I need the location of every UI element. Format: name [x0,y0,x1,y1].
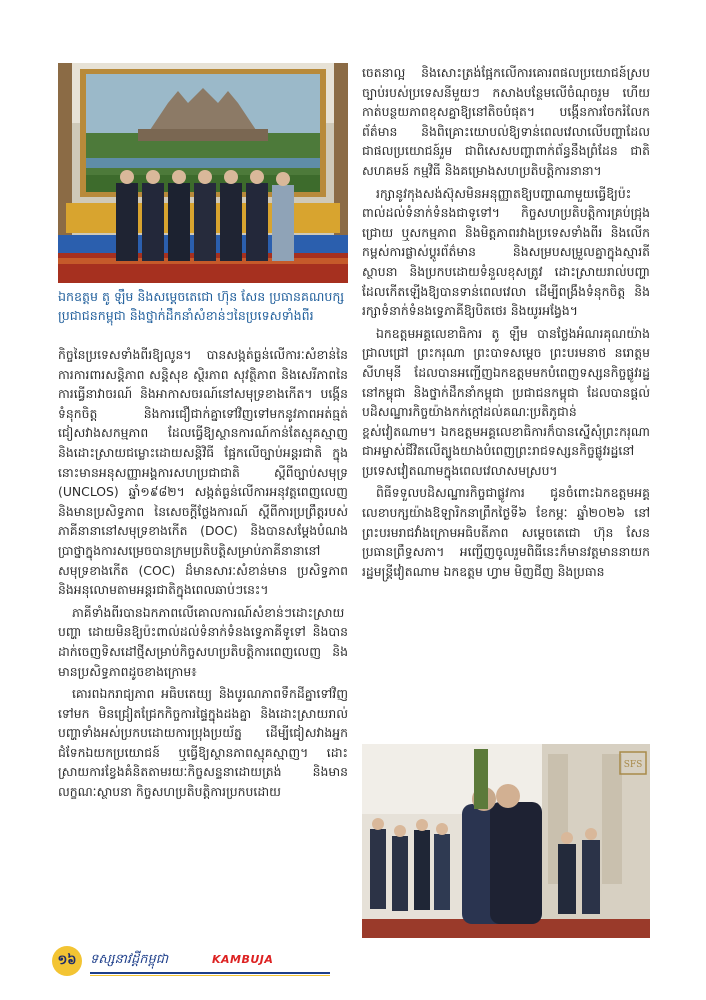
paragraph: គោរពឯករាជ្យភាព អធិបតេយ្យ និងបូរណភាពទឹកដីគ្នាទៅវិញទៅមក មិនជ្រៀតជ្រែកកិច្ចការផ្ទៃក្នុងដងគ្នា និងដោះស្រាយរាល់បញ្ហាទាំងអស់ប្រកបដោយការប្រុងប្រយ័ត្ន ដើម្បីជៀសវាងអ្នកជំទែកឯយកប្រយោជន៍ ឬធ្វើឱ្យស្ថានភាពស្មុគស្មាញ។ ដោះស្រាយការខ្វែងគំនិតតាមរយៈកិច្ចសន្ទនាដោយត្រង់ និងមានលក្ខណៈស្ថាបនា កិច្ចសហប្រតិបត្តិការប្រកបដោយ [58,686,348,800]
paragraph: ចេតនាល្អ និងសោះត្រង់ផ្អែកលើការគោរពផលប្រយោជន៍ស្របច្បាប់របស់ប្រទេសនីមួយៗ កសាងបន្ថែមលើចំណុចរួម ហើយកាត់បន្ថយភាពខុសគ្នាឱ្យនៅតិចបំផុត។ បង្កើនការចែករំលែកព័ត៌មាន និងពិគ្រោះយោបល់ឱ្យទាន់ពេលវេលាលើបញ្ហាដែលជាផលប្រយោជន៍រួម ជាពិសេសបញ្ហាពាក់ព័ន្ធនឹងព្រំដែន ជាតិ សហគមន៍ កម្មវិធី និងគម្រោងសហប្រតិបត្តិការនានា។ [362,65,650,178]
paragraph: កិច្ចនៃប្រទេសទាំងពីរឱ្យលូន។ បានសង្កត់ធ្ងន់លើការៈសំខាន់នៃការការពារសន្តិភាព សន្តិសុខ ស្ថិរភាព សុវត្ថិភាព និងសេរីភាពនៃការធ្វើនាវាចរណ៍ និងអាកាសចរណ៍នៅសមុទ្រខាងកើត។ បង្កើនទំនុកចិត្ត និងការជឿជាក់គ្នាទៅវិញទៅមកនូវភាពអត់ធ្មត់ ជៀសវាងសកម្មភាព ដែលធ្វើឱ្យស្ថានការណ៍កាន់តែស្មុគស្មាញ និងដោះស្រាយជម្លោះដោយសន្តិវិធី ផ្អែកលើច្បាប់អន្តរជាតិ ក្នុងនោះមានអនុសញ្ញាអង្គការសហប្រជាជាតិ ស្តីពីច្បាប់សមុទ្រ (UNCLOS) ឆ្នាំ១៩៨២។ សង្កត់ធ្ងន់លើការអនុវត្តពេញលេញ និងមានប្រសិទ្ធភាព នៃសេចក្តីថ្លែងការណ៍ ស្តីពីការប្រព្រឹត្តរបស់ភាគីនានានៅសមុទ្រខាងកើត (DOC) និងបានសម្តែងបំណងប្រាថ្នាក្នុងការសម្រេចបានក្រមប្រតិបត្តិសម្រាប់ភាគីនានានៅសមុទ្រខាងកើត (COC) ដ៏មានសារៈសំខាន់មាន ប្រសិទ្ធភាព និងអនុលោមតាមអន្តរជាតិក្នុងពេលឆាប់ៗនេះ។ [58,347,348,598]
paragraph: ឯកឧត្តមអគ្គលេខាធិការ តូ ឡឹម បានថ្លែងអំណរគុណយ៉ាងជ្រាលជ្រៅ ព្រះករុណា ព្រះបាទសម្តេច ព្រះបរមនាថ នរោត្តម សីហមុនី ដែលបានអញ្ជើញឯកឧត្តមមកបំពេញទស្សនកិច្ចផ្លូវរដ្ឋនៅកម្ពុជា និងថ្នាក់ដឹកនាំកម្ពុជា ប្រជាជនកម្ពុជា ដែលបានផ្តល់បដិសណ្ឋារកិច្ចយ៉ាងកក់ក្តៅដល់គណៈប្រតិភូជាន់ខ្ពស់វៀតណាម។ ឯកឧត្តមអគ្គលេខាធិការក៏បានស្នើសុំព្រះករុណាជាអម្ចាស់ជីវិតលើត្បូងយាងបំពេញព្រះរាជទស្សនកិច្ចផ្លូវរដ្ឋនៅប្រទេសវៀតណាមក្នុងពេលវេលាសមស្រប។ [362,325,650,478]
embrace-photo [362,744,650,938]
page-footer [52,946,652,976]
top-photo [58,63,348,283]
footer-divider [90,972,330,974]
photo-caption: ឯកឧត្តម តូ ឡឹម និងសម្តេចតេជោ ហ៊ុន សែន ប្រធានគណបក្សប្រជាជនកម្ពុជា និងថ្នាក់ដឹកនាំសំខាន់ៗនៃប្រទេសទាំងពីរ [58,289,345,323]
watermark-text: SFS [623,760,643,770]
right-column [362,63,650,584]
paragraph: ពិធីទទួលបដិសណ្ឋារកិច្ចជាផ្លូវការ ជូនចំពោះឯកឧត្តមអគ្គលេខាបក្សយ៉ាងឱឡារិកនាព្រឹកថ្ងៃទី៦ ខែកម្ភៈ ឆ្នាំ២០២៦ នៅព្រះបរមរាជវាំងក្រោមអធិបតីភាព សម្តេចតេជោ ហ៊ុន សែន ប្រធានព្រឹទ្ធសភា។ អញ្ជើញចូលរួមពិធីនេះក៏មានវត្តមាននាយករដ្ឋមន្ត្រីវៀតណាម ឯកឧត្តម ហ្វាម មិញជីញ និងប្រធាន [362,485,650,579]
paragraph: ភាគីទាំងពីរបានឯកភាពលើគោលការណ៍សំខាន់ៗដោះស្រាយបញ្ហា ដោយមិនឱ្យប៉ះពាល់ដល់ទំនាក់ទំនងទ្វេភាគីទូទៅ និងបានដាក់ចេញទិសដៅថ្មីសម្រាប់កិច្ចសហប្រតិបត្តិការពេញលេញ និងមានប្រសិទ្ធភាពដូចខាងក្រោម៖ [58,604,348,679]
magazine-brand: KAMBUJA [212,953,274,966]
paragraph: រក្សានូវកុងសង់ស៊ុសមិនអនុញ្ញាតឱ្យបញ្ហាណាមួយធ្វើឱ្យប៉ះពាល់ដល់ទំនាក់ទំនងជាទូទៅ។ កិច្ចសហប្រតិបត្តិការគ្រប់ជ្រុងជ្រោយ ឬសកម្មភាព និងមិត្តភាពរវាងប្រទេសទាំងពីរ និងលើកកម្ពស់ការផ្លាស់ប្តូរព័ត៌មាន និងសម្របសម្រួលគ្នាក្នុងស្មារតីស្ថាបនា និងប្រកបដោយទំនួលខុសត្រូវ ដោះស្រាយរាល់បញ្ហាដែលកើតឡើងឱ្យបានទាន់ពេលវេលា ដើម្បីពង្រឹងទំនុកចិត្ត និងរក្សាទំនាក់ទំនងទ្វេភាគីឱ្យបិតថេរ និងយូរអង្វែង។ [362,185,650,319]
footer-divider-accent [90,975,330,976]
delegation-photo [58,63,348,283]
page-number: ១៦ [52,946,82,976]
magazine-title: ទស្សនាវដ្តីកម្ពុជា [90,952,169,967]
bottom-photo [362,744,650,938]
left-column [58,345,348,805]
